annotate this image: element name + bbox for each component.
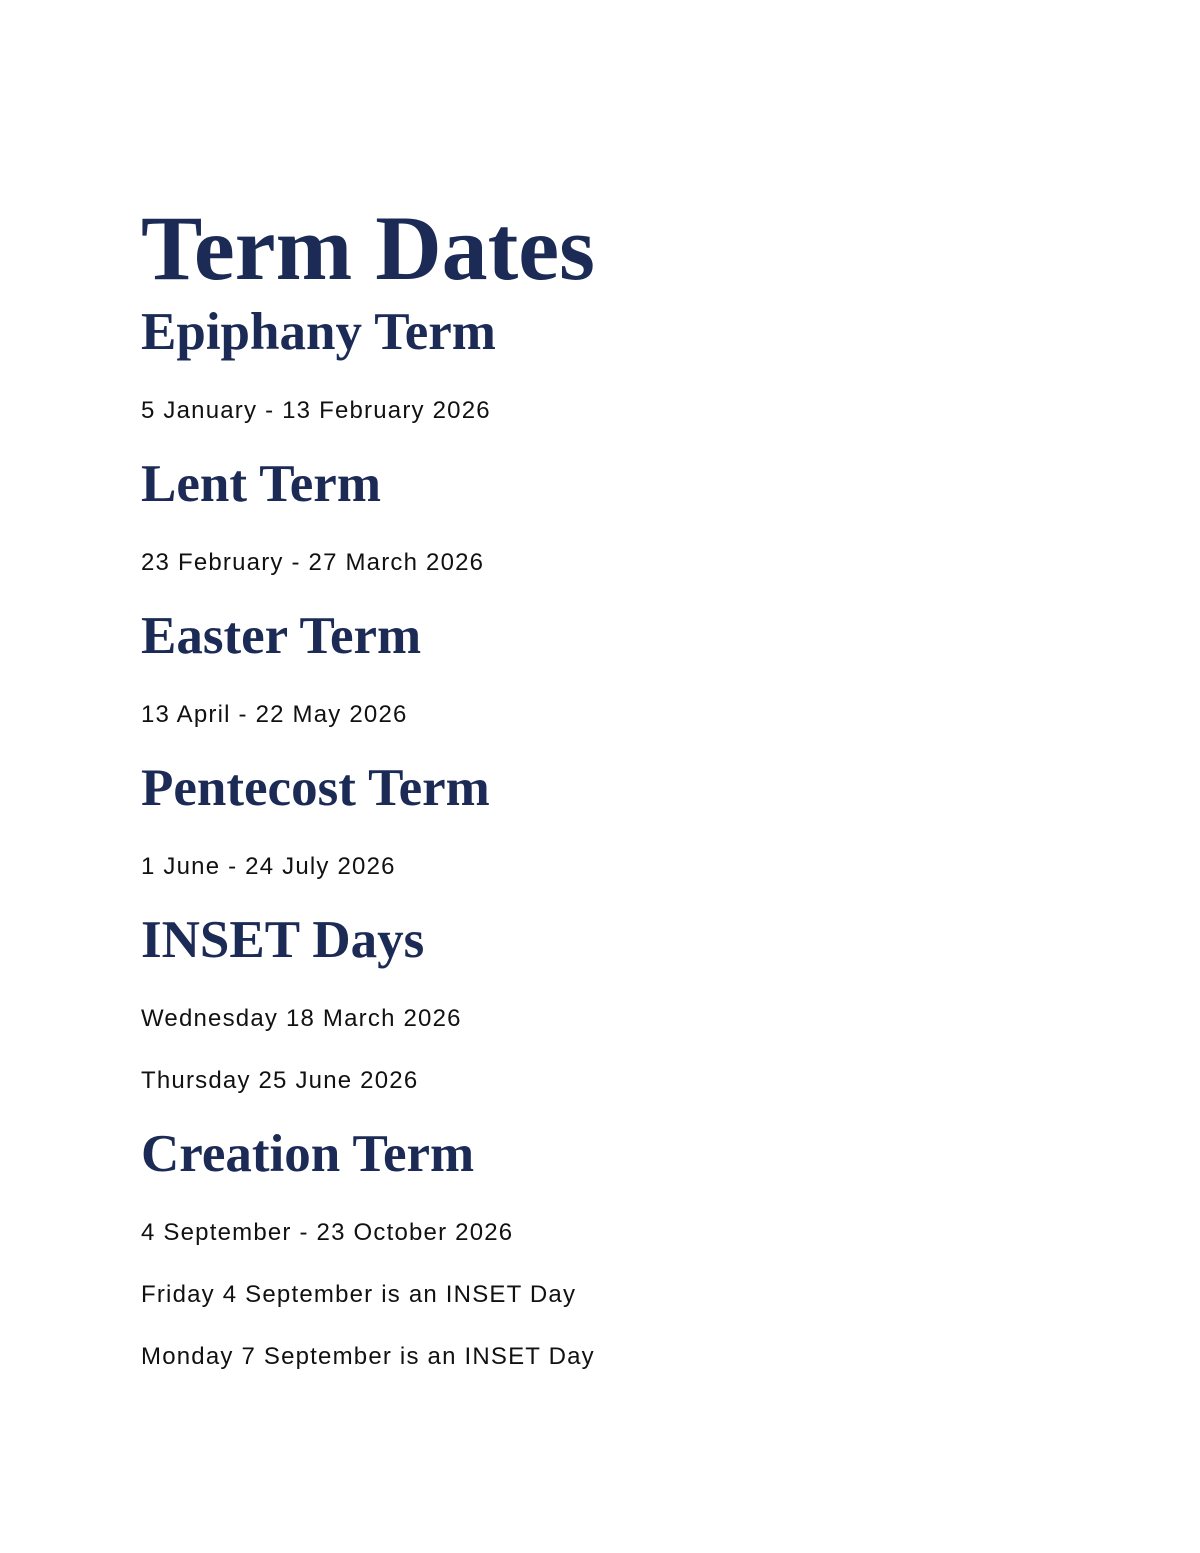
section-heading-creation-term: Creation Term	[141, 1125, 475, 1183]
section-heading-pentecost-term: Pentecost Term	[141, 759, 490, 817]
section-heading-lent-term: Lent Term	[141, 455, 381, 513]
lent-term-dates: 23 February - 27 March 2026	[141, 549, 485, 576]
section-heading-easter-term: Easter Term	[141, 607, 422, 665]
section-heading-inset-days: INSET Days	[141, 911, 425, 969]
creation-term-dates: 4 September - 23 October 2026	[141, 1219, 514, 1246]
page-title: Term Dates	[141, 197, 595, 299]
creation-term-note-2: Monday 7 September is an INSET Day	[141, 1343, 595, 1370]
pentecost-term-dates: 1 June - 24 July 2026	[141, 853, 396, 880]
inset-day-1: Wednesday 18 March 2026	[141, 1005, 462, 1032]
section-heading-epiphany-term: Epiphany Term	[141, 303, 496, 361]
inset-day-2: Thursday 25 June 2026	[141, 1067, 419, 1094]
creation-term-note-1: Friday 4 September is an INSET Day	[141, 1281, 577, 1308]
easter-term-dates: 13 April - 22 May 2026	[141, 701, 408, 728]
epiphany-term-dates: 5 January - 13 February 2026	[141, 397, 491, 424]
